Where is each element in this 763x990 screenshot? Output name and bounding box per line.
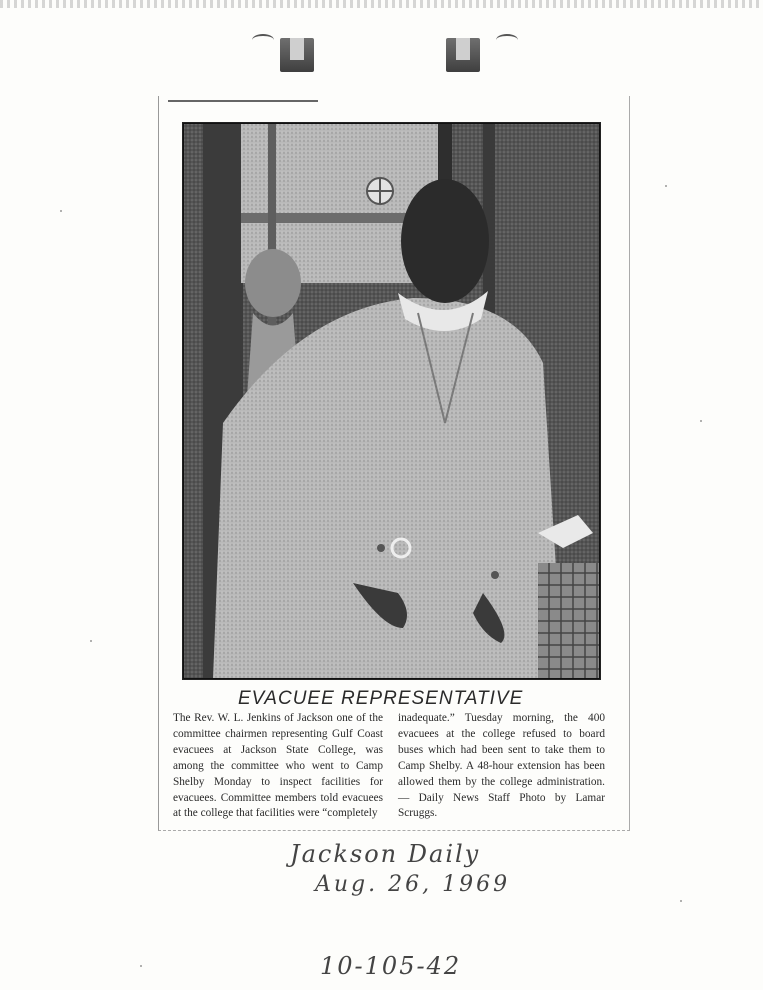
binder-tab-right xyxy=(446,38,480,72)
scan-speck xyxy=(665,185,667,187)
binder-tab-left xyxy=(280,38,314,72)
scan-speck xyxy=(680,900,682,902)
handwritten-source: Jackson Daily xyxy=(290,840,481,868)
scan-speck xyxy=(60,210,62,212)
news-photo xyxy=(182,122,601,680)
binder-curl-right xyxy=(496,34,518,46)
clipping-headline: EVACUEE REPRESENTATIVE xyxy=(238,688,524,709)
scan-speck xyxy=(90,640,92,642)
page-top-edge xyxy=(0,0,763,8)
binder-curl-left xyxy=(252,34,274,46)
handwritten-file-number: 10-105-42 xyxy=(320,952,462,980)
clipping-top-rule xyxy=(168,100,318,102)
news-photo-illustration xyxy=(183,123,600,679)
handwritten-date: Aug. 26, 1969 xyxy=(315,872,511,897)
scan-speck xyxy=(700,420,702,422)
caption-column-right: inadequate.” Tuesday morning, the 400 evacuees at the college refused to board buses which had been sent to take them to Camp Shelby. A 48-hour extension has been allowed them by the college administration. — Daily News Staff Photo by Lamar Scruggs. xyxy=(398,712,605,820)
scan-speck xyxy=(140,965,142,967)
caption-column-left: The Rev. W. L. Jenkins of Jackson one of the committee chairmen representing Gulf Coast evacuees at Jackson State College, was among the committee who went to Camp Shelby Monday to inspect facilities for evacuees. Committee members told evacuees at the college that facilities were “completely xyxy=(173,712,383,820)
